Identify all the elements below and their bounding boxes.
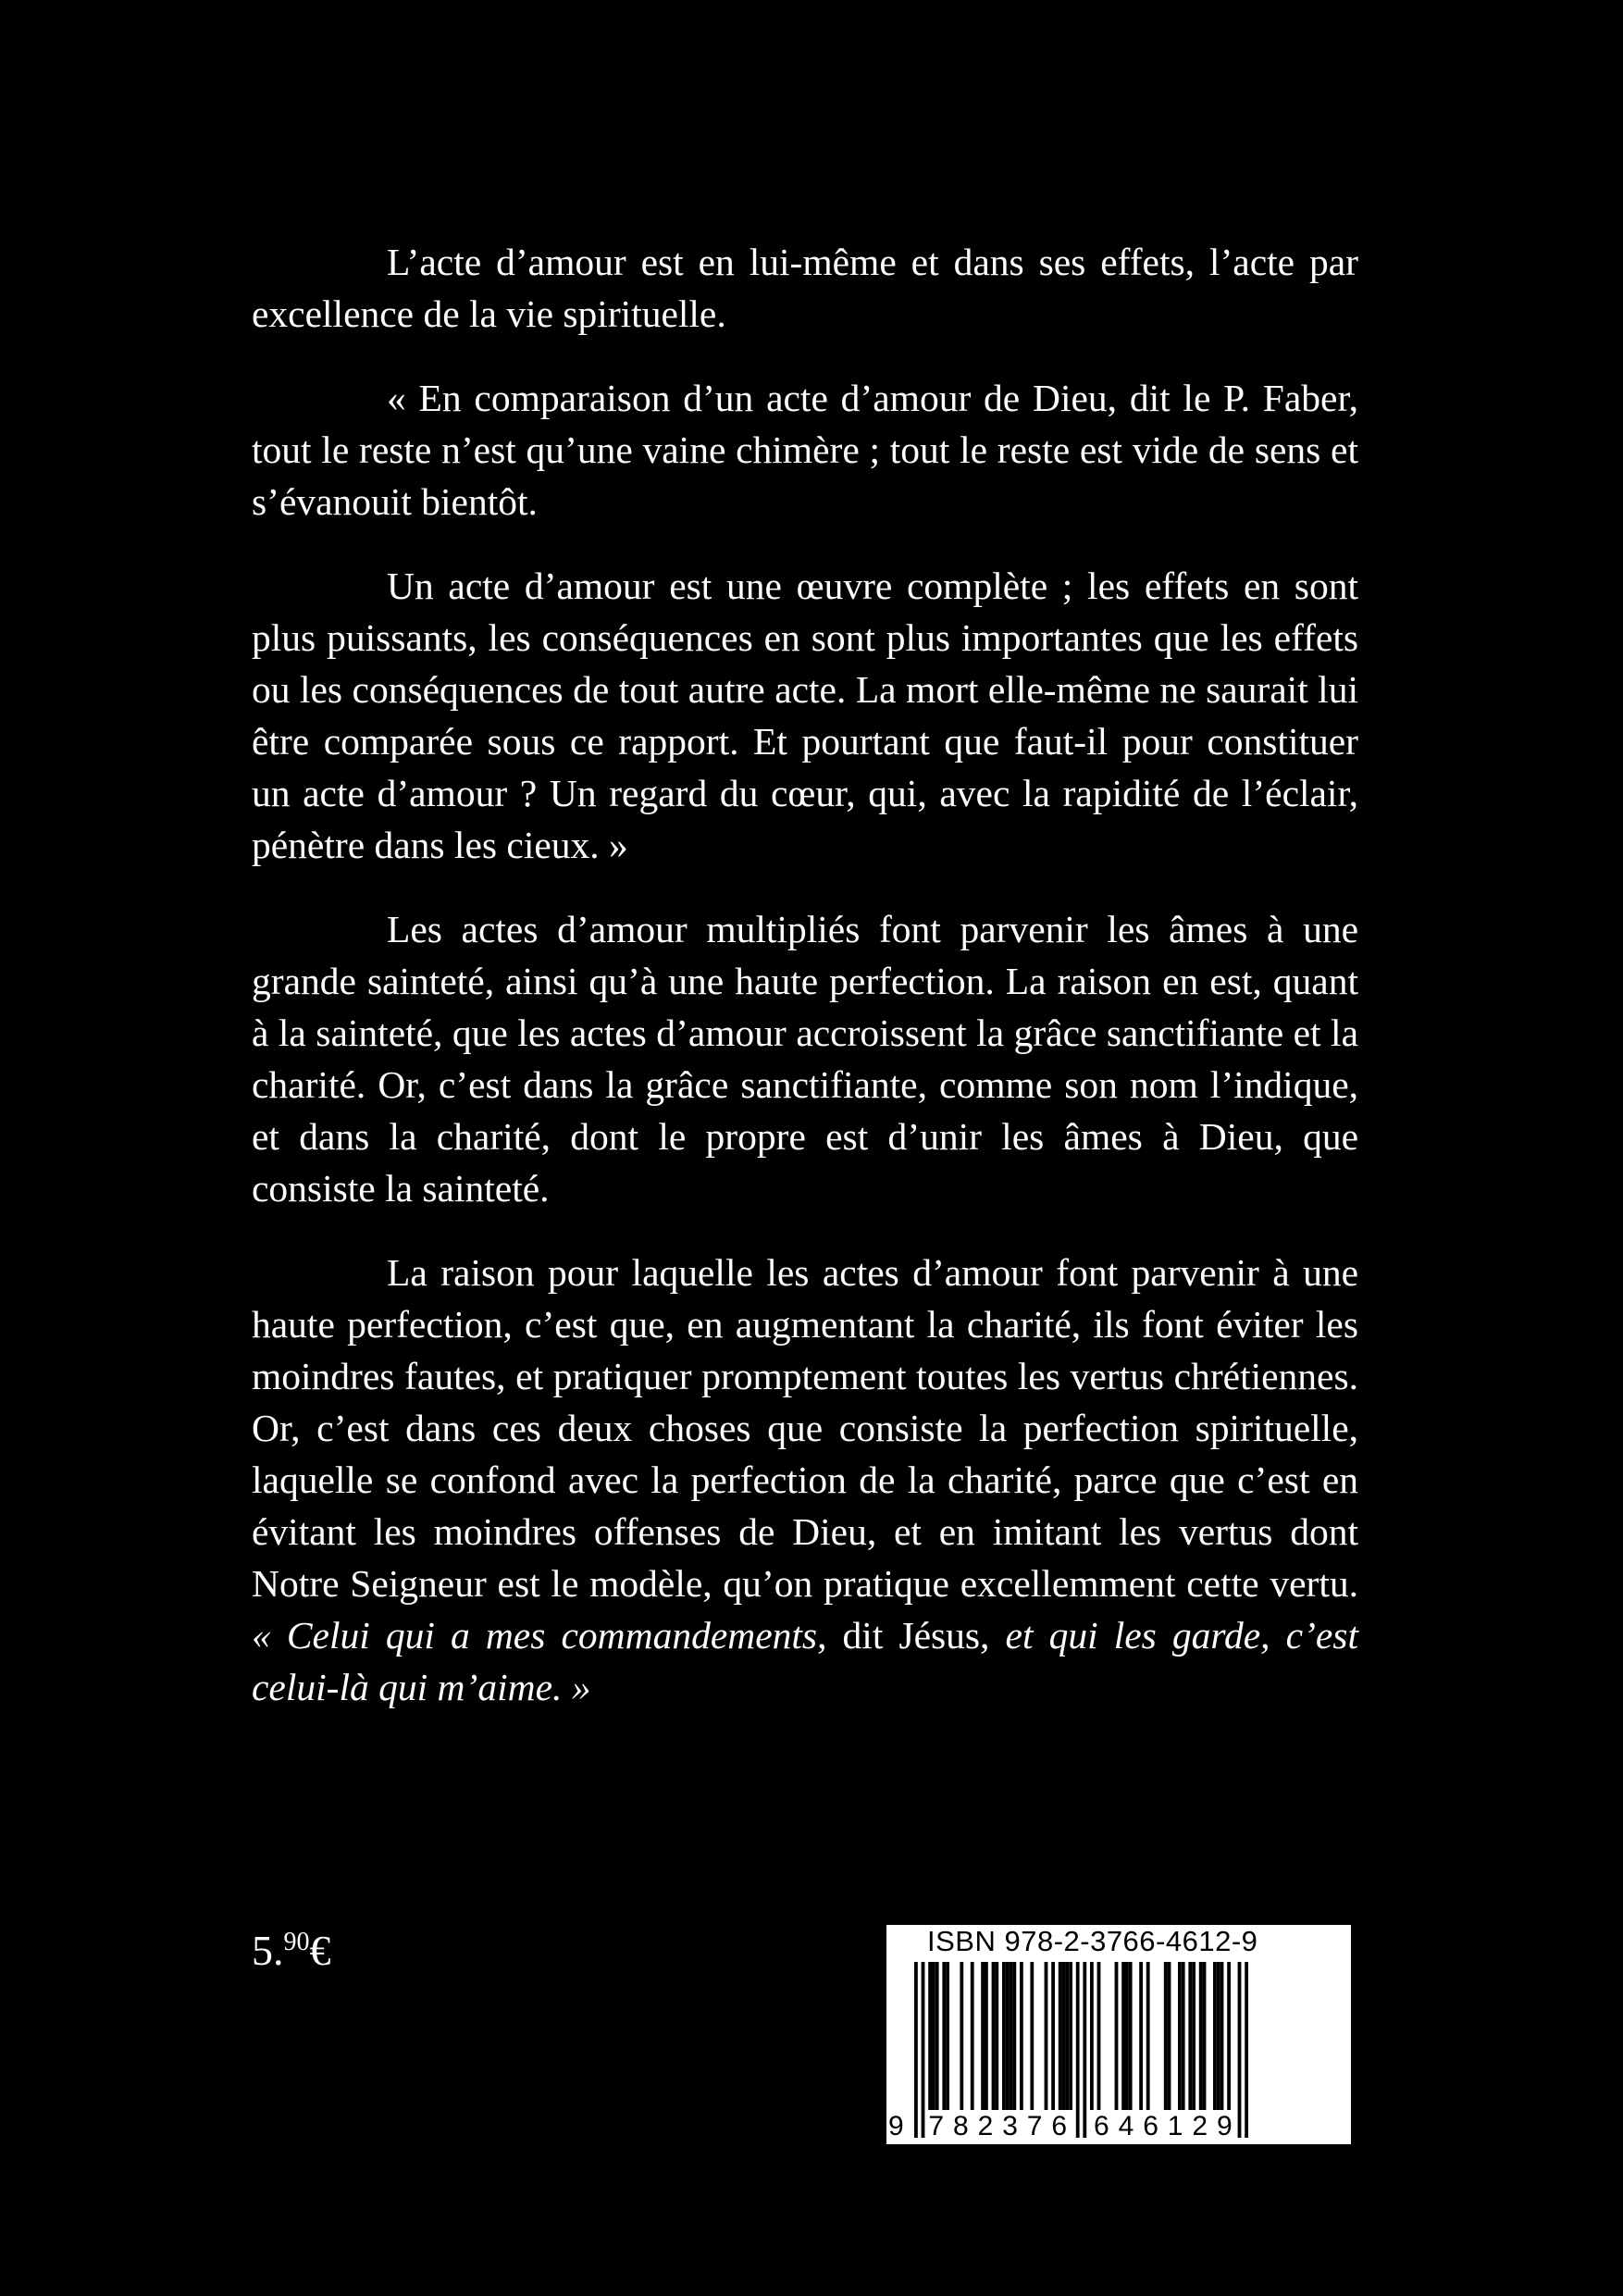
paragraph-4 [252, 903, 1358, 1214]
barcode-bar [1090, 1962, 1094, 2110]
barcode-digit: 6 [1051, 2111, 1068, 2141]
barcode-bar [971, 1962, 974, 2110]
barcode-digits [886, 2110, 1351, 2143]
barcode-digit: 6 [1094, 2111, 1109, 2141]
barcode-bar [1045, 1962, 1048, 2110]
barcode-digit: 4 [1118, 2111, 1134, 2141]
barcode-bar [1030, 1962, 1034, 2110]
paragraph-5-segment: et qui les garde, c’est celui-là qui m’aime. » [252, 1614, 1358, 1708]
paragraph-5-segment: La raison pour laquelle les actes d’amour font parvenir à une haute perfection, c’est que, en augmentant la charité, ils font éviter les moindres fautes, et pratiquer promptement toutes les vertus chrétiennes. Or, c’est dans ces deux choses que consiste la perfection spirituelle, laquelle se confond avec la perfection de la charité, parce que c’est en évitant les moindres offenses de Dieu, et en imitant les vertus dont Notre Seigneur est le modèle, qu’on pratique excellemment cette vertu. [252, 1251, 1358, 1605]
barcode-bar [946, 1962, 949, 2110]
isbn-label: ISBN 978-2-3766-4612-9 [927, 1925, 1258, 1957]
barcode-bar [928, 1962, 932, 2110]
barcode-bar [1199, 1962, 1203, 2110]
barcode-bar [1010, 1962, 1013, 2110]
barcode-bar [1069, 1962, 1072, 2110]
barcode-bar [1062, 1962, 1066, 2110]
barcode-digit: 7 [928, 2111, 945, 2141]
barcode-bar [1164, 1962, 1168, 2110]
barcode-digit: 2 [977, 2111, 994, 2141]
blurb-text [252, 236, 1358, 1745]
price-cents: 90 [283, 1928, 310, 1956]
barcode-digit: 1 [1167, 2111, 1183, 2141]
barcode-bar [1006, 1962, 1010, 2110]
barcode-bar [1125, 1962, 1129, 2110]
barcode-bar [1012, 1962, 1016, 2110]
barcode-bar [1059, 1962, 1062, 2110]
barcode-bar [1139, 1962, 1143, 2110]
barcode-bar [1203, 1962, 1207, 2110]
barcode-digit: 2 [1192, 2111, 1208, 2141]
barcode-bar [985, 1962, 988, 2110]
barcode-bar [1115, 1962, 1119, 2110]
barcode-digit: 6 [1143, 2111, 1158, 2141]
barcode-digit: 3 [1002, 2111, 1018, 2141]
barcode-digit: 7 [1026, 2111, 1043, 2141]
barcode-digit: 8 [953, 2111, 969, 2141]
barcode-bar [1192, 1962, 1196, 2110]
barcode-bar [981, 1962, 985, 2110]
barcode-bar [942, 1962, 946, 2110]
price-label [252, 1925, 331, 1977]
paragraph-4-segment: Les actes d’amour multipliés font parvenir les âmes à une grande sainteté, ainsi qu’à une haute perfection. La raison en est, quant à la sainteté, que les actes d’amour accroissent la grâce sanctifiante et la charité. Or, c’est dans la grâce sanctifiante, comme son nom l’indique, et dans la charité, dont le propre est d’unir les âmes à Dieu, que consiste la sainteté. [252, 908, 1358, 1210]
barcode-bar [1213, 1962, 1217, 2110]
barcode-bar [1220, 1962, 1224, 2110]
paragraph-5 [252, 1247, 1358, 1713]
barcode-bar [1121, 1962, 1125, 2110]
barcode-bar [1146, 1962, 1150, 2110]
barcode-bar [1020, 1962, 1023, 2110]
barcode-digit: 9 [888, 2111, 904, 2141]
paragraph-1-segment: L’acte d’amour est en lui-même et dans ses effets, l’acte par excellence de la vie spirituelle. [252, 241, 1358, 335]
price-main: 5. [252, 1927, 284, 1974]
barcode-bar [992, 1962, 996, 2110]
barcode-bar [935, 1962, 939, 2110]
barcode-bar [1178, 1962, 1182, 2110]
barcode-bar [1188, 1962, 1192, 2110]
paragraph-5-segment: « Celui qui a mes commandements [252, 1614, 818, 1657]
barcode-bar [1065, 1962, 1069, 2110]
isbn-barcode [886, 1925, 1351, 2144]
barcode-bar [1002, 1962, 1006, 2110]
barcode-bar [932, 1962, 935, 2110]
barcode-bar [960, 1962, 963, 2110]
price-currency: € [309, 1927, 331, 1974]
barcode-bar [1129, 1962, 1133, 2110]
barcode-bar [1227, 1962, 1231, 2110]
paragraph-3-segment: Un acte d’amour est une œuvre complète ; les effets en sont plus puissants, les conséquences en sont plus importantes que les effets ou les conséquences de tout autre acte. La mort elle-même ne saurait lui être comparée sous ce rapport. Et pourtant que faut-il pour constituer un acte d’amour ? Un regard du cœur, qui, avec la rapidité de l’éclair, pénètre dans les cieux. » [252, 565, 1358, 866]
paragraph-1 [252, 236, 1358, 340]
barcode-bar [1168, 1962, 1171, 2110]
paragraph-2 [252, 372, 1358, 527]
barcode-bar [1217, 1962, 1220, 2110]
paragraph-2-segment: « En comparaison d’un acte d’amour de Dieu, dit le P. Faber, tout le reste n’est qu’une vaine chimère ; tout le reste est vide de sens et s’évanouit bientôt. [252, 377, 1358, 523]
barcode-digit: 9 [1217, 2111, 1233, 2141]
barcode-bar [995, 1962, 998, 2110]
paragraph-5-segment: , dit Jésus, [817, 1614, 1006, 1657]
barcode-bar [1182, 1962, 1185, 2110]
barcode-bar [1097, 1962, 1101, 2110]
paragraph-3 [252, 560, 1358, 871]
barcode-bar [1051, 1962, 1055, 2110]
